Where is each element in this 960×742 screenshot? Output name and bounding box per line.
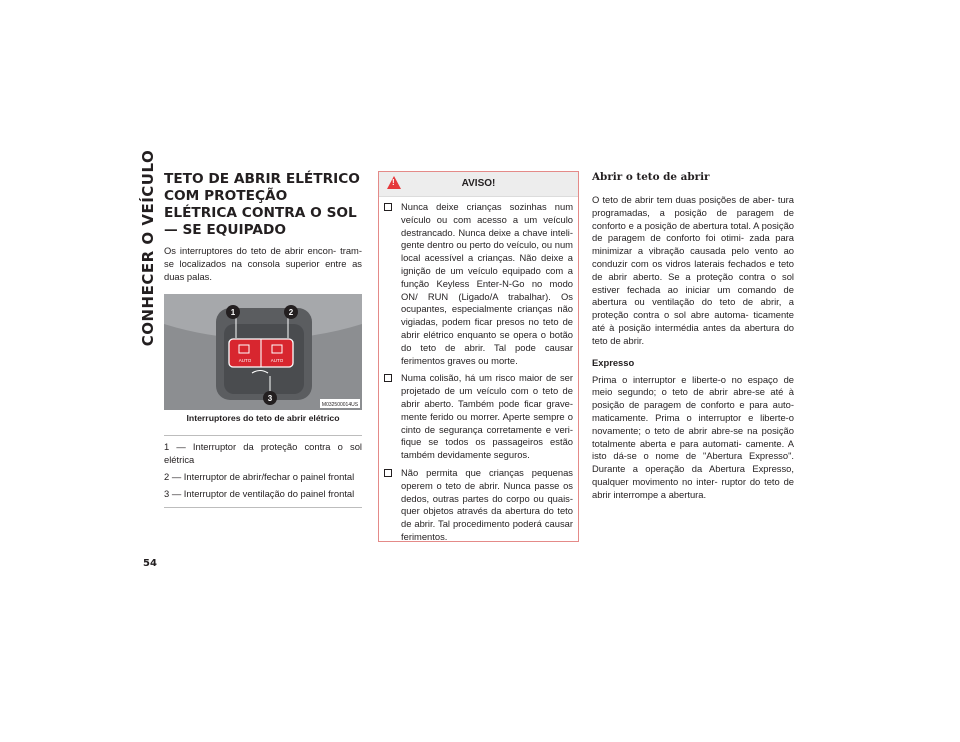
callout-3-label: 3 bbox=[267, 394, 273, 404]
warning-title: AVISO! bbox=[461, 178, 496, 189]
intro-paragraph: Os interruptores do teto de abrir encon- tram-se localizados na consola superior entre as duas palas. bbox=[164, 245, 362, 282]
open-section-title: Abrir o teto de abrir bbox=[592, 171, 710, 183]
section-title: TETO DE ABRIR ELÉTRICO COM PROTEÇÃO ELÉTRICA CONTRA O SOL — SE EQUIPADO bbox=[164, 171, 360, 238]
warning-item-text: Numa colisão, há um risco maior de ser projetado de um veículo com o teto de abrir aberto. Também pode ficar grave- mente ferido ou morrer. Aperte sempre o cinto de segurança corretamente e veri- fique se todos os passageiros estão também devidamente seguros. bbox=[401, 372, 573, 461]
legend-item: 1 — Interruptor da proteção contra o sol elétrica bbox=[164, 441, 362, 466]
warning-header bbox=[379, 172, 578, 197]
switch-figure bbox=[164, 294, 362, 410]
checkbox-bullet-icon bbox=[384, 374, 392, 382]
warning-item-text: Não permita que crianças pequenas operem o teto de abrir. Nunca passe os dedos, outras partes do corpo ou quais- quer objetos através da abertura do teto de abrir. Tal procedimento poderá causar ferimentos. bbox=[401, 466, 573, 542]
legend-item: 2 — Interruptor de abrir/fechar o painel frontal bbox=[164, 470, 355, 482]
express-paragraph: Prima o interruptor e liberte-o no espaço de meio segundo; o teto de abrir abre-se até à posição de paragem de conforto e para auto- maticamente. Prima o interruptor e liberte-o novamente; o teto de abrir abre-se na posição totalmente aberta e para automati- camente. A isto dá-se o nome de "Abertura Expresso". Durante a operação da Abertura Expresso, qualquer movimento no inter- ruptor do teto de abrir interrompe a abertura. bbox=[592, 373, 794, 500]
warning-item bbox=[384, 372, 573, 462]
auto-label-right: AUTO bbox=[270, 358, 284, 364]
checkbox-bullet-icon bbox=[384, 469, 392, 477]
page-number: 54 bbox=[143, 558, 157, 569]
sunroof-section bbox=[164, 171, 362, 508]
open-sunroof-section bbox=[592, 171, 794, 502]
auto-label-left: AUTO bbox=[238, 358, 252, 364]
legend-item: 3 — Interruptor de ventilação do painel frontal bbox=[164, 487, 355, 499]
overhead-console-illustration bbox=[164, 294, 362, 410]
open-section-body: O teto de abrir tem duas posições de aber- tura programadas, a posição de paragem de conforto e a posição de abertura total. A posição de paragem de conforto foi otimi- zada para minimizar a vibração causada pelo vento ao conduzir com os vidros laterais fechados e teto de abrir aberto. Se a proteção contra o sol estiver fechada ao iniciar um comando de abertura ou ventilação do teto de abrir, a proteção contra o sol abre automa- ticamente até à posição intermédia antes da abertura do teto de abrir. bbox=[592, 194, 794, 346]
warning-item bbox=[384, 201, 573, 367]
warning-item-text: Nunca deixe crianças sozinhas num veículo ou com acesso a um veículo destrancado. Nunca deixe a chave inteli- gente dentro ou perto do veículo, ou num local acessível a crianças. Não deixe a ignição de um veículo equipado com a função Keyless Enter-N-Go no modo ON/ RUN (Ligado/A trabalhar). Os ocupantes, especialmente crianças não vigiadas, podem ficar presos no teto de abrir elétrico enquanto se opera o botão do teto de abrir. Tal pode causar ferimentos graves ou morte. bbox=[401, 201, 573, 366]
callout-2-label: 2 bbox=[288, 308, 294, 318]
checkbox-bullet-icon bbox=[384, 203, 392, 211]
figure-caption: Interruptores do teto de abrir elétrico bbox=[186, 413, 340, 424]
chapter-side-tab bbox=[138, 149, 158, 347]
warning-item bbox=[384, 467, 573, 544]
callout-1-label: 1 bbox=[230, 308, 236, 318]
figure-legend bbox=[164, 435, 362, 507]
warning-box bbox=[378, 171, 579, 542]
chapter-title: CONHECER O VEÍCULO bbox=[139, 149, 157, 347]
express-subheading: Expresso bbox=[592, 356, 635, 368]
figure-code: M032500014US bbox=[321, 402, 359, 409]
